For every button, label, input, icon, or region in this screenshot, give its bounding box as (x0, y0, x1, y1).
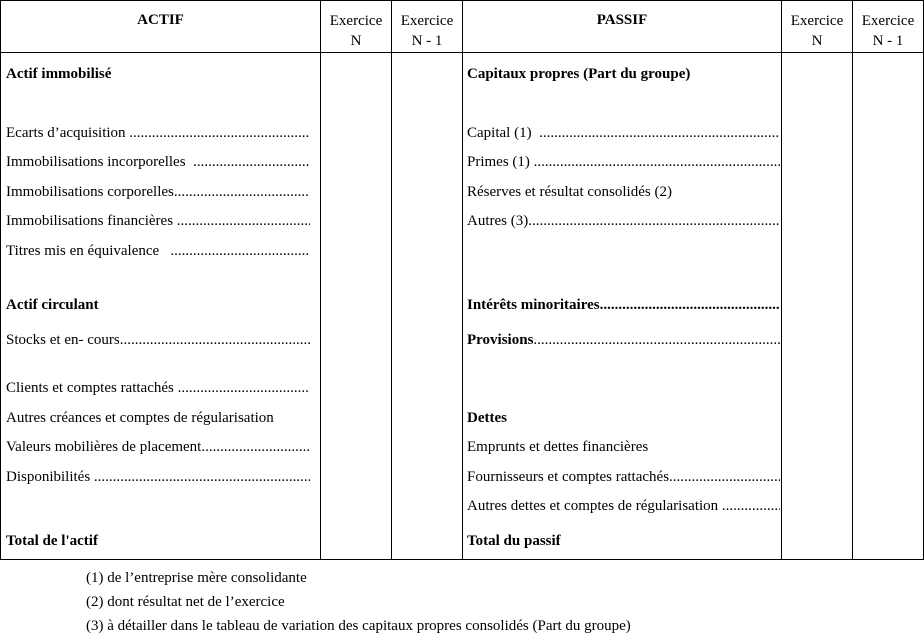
actif-row-autres-creances (6, 408, 316, 428)
actif-immobilise-title (6, 64, 310, 84)
row-label: Ecarts d’acquisition (6, 125, 126, 141)
header-exercice-n-line1: Exercice (329, 13, 383, 29)
row-label: Fournisseurs et comptes rattachés (467, 469, 670, 485)
actif-row-corporelles (6, 182, 310, 202)
row-label: Autres dettes et comptes de régularisation (467, 498, 719, 514)
dot-leader (530, 152, 780, 172)
col-divider (852, 1, 853, 559)
dot-leader (669, 467, 780, 487)
passif-row-reserves (467, 182, 780, 202)
actif-circulant-title (6, 295, 310, 315)
row-label: Autres (3) (467, 213, 529, 229)
row-label: Actif immobilisé (6, 66, 112, 82)
header-exercice-n1-passif-line2: N - 1 (872, 33, 904, 49)
row-label: Emprunts et dettes financières (467, 439, 649, 455)
row-label: Autres créances et comptes de régularisation (6, 410, 274, 426)
dot-leader (174, 378, 310, 398)
dot-leader (173, 211, 310, 231)
passif-row-autres (467, 211, 780, 231)
header-exercice-n-passif-line1: Exercice (790, 13, 844, 29)
footnote-2: (2) dont résultat net de l’exercice (86, 594, 285, 610)
row-label: Total de l'actif (6, 533, 98, 549)
dot-leader (120, 330, 310, 350)
row-label: Total du passif (467, 533, 561, 549)
dot-leader (718, 496, 780, 516)
dot-leader (126, 123, 310, 143)
actif-row-financieres (6, 211, 310, 231)
dot-leader (201, 437, 310, 457)
actif-row-titres (6, 241, 310, 261)
row-label: Intérêts minoritaires (467, 297, 600, 313)
header-exercice-n-passif (782, 1, 852, 52)
row-label: Capital (1) (467, 125, 532, 141)
header-exercice-n1-line2: N - 1 (411, 33, 443, 49)
row-label: Primes (1) (467, 154, 530, 170)
header-divider (1, 52, 923, 53)
passif-row-fournisseurs (467, 467, 780, 487)
row-label: Immobilisations financières (6, 213, 174, 229)
header-exercice-n-passif-line2: N (811, 33, 823, 49)
actif-row-stocks (6, 330, 310, 350)
header-exercice-n (321, 1, 391, 52)
dot-leader (159, 241, 310, 261)
passif-row-capital (467, 123, 780, 143)
dot-leader (532, 123, 780, 143)
passif-row-primes (467, 152, 780, 172)
col-divider (462, 1, 463, 559)
row-label: Stocks et en- cours (6, 332, 120, 348)
actif-row-clients (6, 378, 310, 398)
passif-total (467, 531, 780, 551)
passif-row-provisions (467, 330, 780, 350)
row-label: Immobilisations corporelles (6, 184, 174, 200)
col-divider (320, 1, 321, 559)
row-label: Valeurs mobilières de placement (6, 439, 202, 455)
col-divider (391, 1, 392, 559)
header-actif: ACTIF (137, 12, 184, 28)
dot-leader (533, 330, 780, 350)
header-exercice-n1 (392, 1, 462, 52)
footnote-3: (3) à détailler dans le tableau de variation des capitaux propres consolidés (Part du groupe) (86, 618, 631, 634)
row-label: Clients et comptes rattachés (6, 380, 174, 396)
actif-row-disponibilites (6, 467, 310, 487)
dot-leader (174, 182, 310, 202)
passif-dettes-title (467, 408, 780, 428)
footnote-1: (1) de l’entreprise mère consolidante (86, 570, 307, 586)
actif-row-incorporelles (6, 152, 310, 172)
passif-row-emprunts (467, 437, 780, 457)
row-label: Actif circulant (6, 297, 99, 313)
header-passif: PASSIF (596, 12, 648, 28)
row-label: Capitaux propres (Part du groupe) (467, 66, 691, 82)
row-label: Disponibilités (6, 469, 91, 485)
row-label: Titres mis en équivalence (6, 243, 160, 259)
row-label: Dettes (467, 410, 507, 426)
dot-leader (600, 295, 780, 315)
passif-row-autres-dettes (467, 496, 780, 516)
row-label: Immobilisations incorporelles (6, 154, 186, 170)
dot-leader (186, 152, 310, 172)
passif-row-interets (467, 295, 780, 315)
dot-leader (90, 467, 310, 487)
header-exercice-n1-passif (853, 1, 923, 52)
actif-row-vmp (6, 437, 310, 457)
header-exercice-n-line2: N (350, 33, 362, 49)
header-exercice-n1-passif-line1: Exercice (861, 13, 915, 29)
col-divider (781, 1, 782, 559)
passif-capitaux-title (467, 64, 777, 84)
row-label: Provisions (467, 332, 534, 348)
dot-leader (528, 211, 780, 231)
header-exercice-n1-line1: Exercice (400, 13, 454, 29)
footnotes (86, 566, 631, 638)
row-label: Réserves et résultat consolidés (2) (467, 184, 672, 200)
actif-total (6, 531, 310, 551)
actif-row-ecarts (6, 123, 310, 143)
